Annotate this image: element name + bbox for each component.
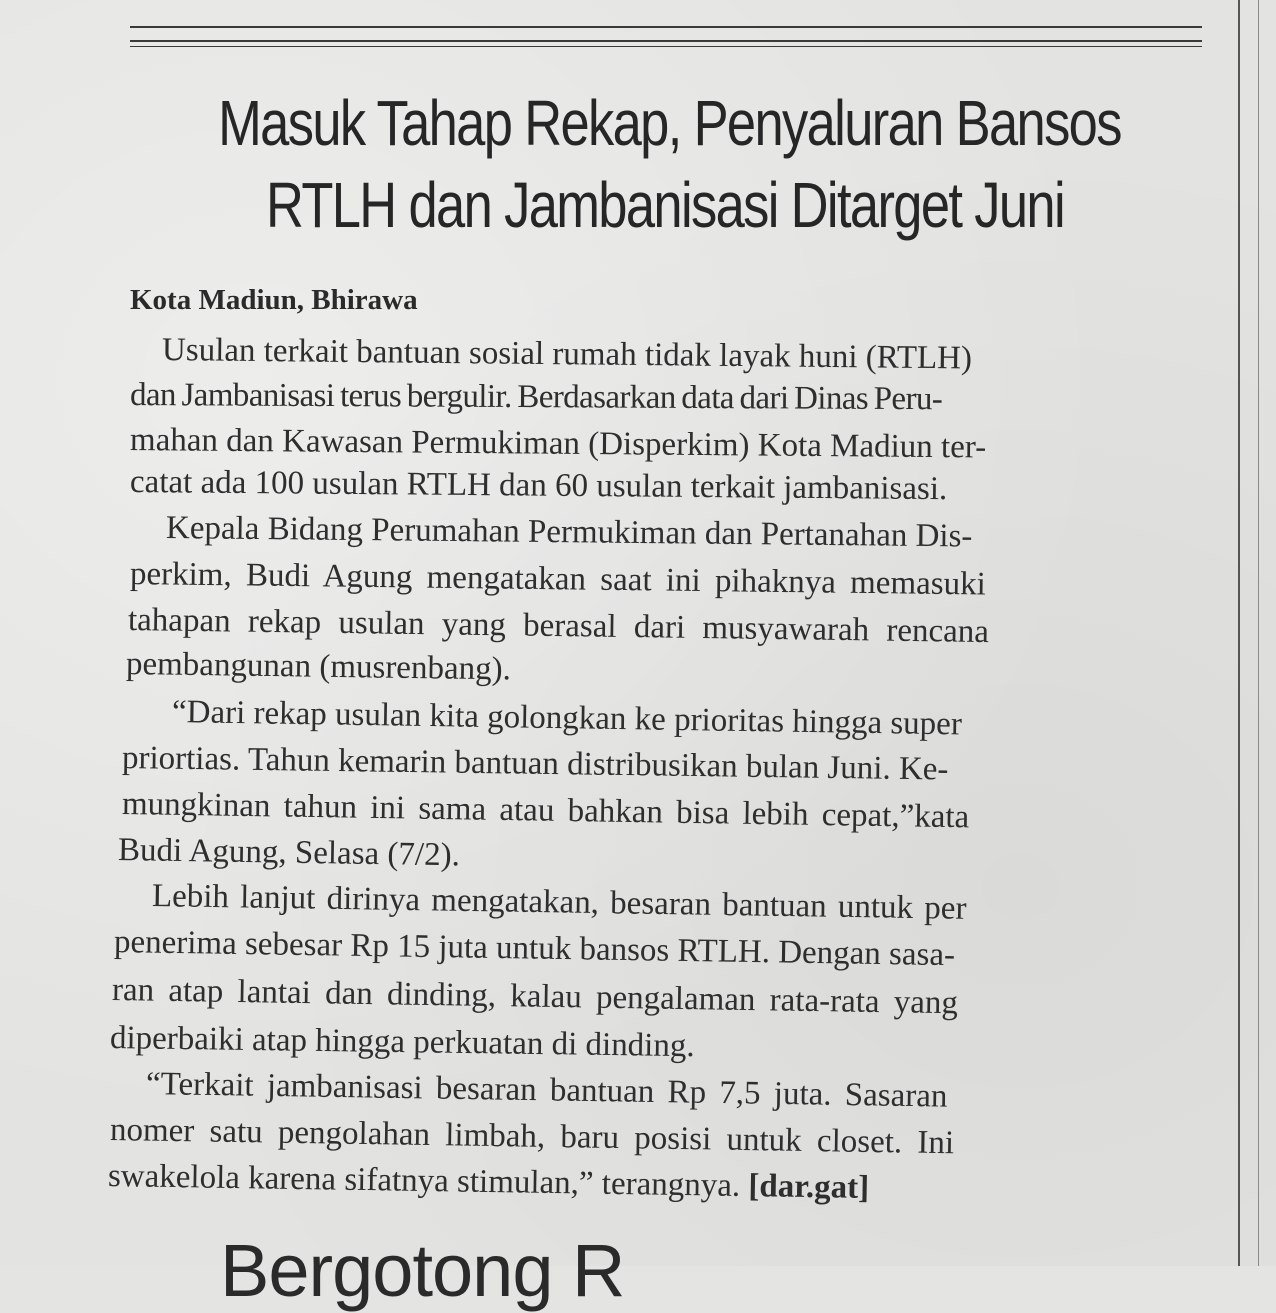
- body-line: nomer satu pengolahan limbah, baru posisi untuk closet. Ini: [109, 1112, 955, 1162]
- top-rule: [130, 40, 1202, 42]
- body-line: catat ada 100 usulan RTLH dan 60 usulan terkait jambanisasi.: [129, 464, 948, 508]
- top-rule: [130, 26, 1202, 28]
- headline-line-1: Masuk Tahap Rekap, Penyaluran Bansos: [218, 87, 1121, 159]
- column-divider: [1258, 0, 1259, 1266]
- body-line: Budi Agung, Selasa (7/2).: [117, 832, 461, 874]
- body-line: diperbaiki atap hingga perkuatan di dinding.: [109, 1020, 695, 1065]
- body-line-text: swakelola karena sifatnya stimulan,” terangnya.: [107, 1158, 741, 1204]
- author-signature: [dar.gat]: [748, 1168, 870, 1206]
- body-line: priortias. Tahun kemarin bantuan distribusikan bulan Juni. Ke-: [121, 740, 949, 788]
- body-line: dan Jambanisasi terus bergulir. Berdasarkan data dari Dinas Peru-: [129, 377, 943, 418]
- body-line: “Terkait jambanisasi besaran bantuan Rp 7,5 juta. Sasaran: [145, 1066, 948, 1115]
- column-divider: [1238, 0, 1240, 1266]
- body-line: ran atap lantai dan dinding, kalau pengalaman rata-rata yang: [111, 972, 959, 1022]
- body-line: “Dari rekap usulan kita golongkan ke prioritas hingga super: [171, 694, 963, 743]
- body-line: mahan dan Kawasan Permukiman (Disperkim) Kota Madiun ter-: [129, 422, 987, 466]
- body-line: [108, 1158, 870, 1206]
- body-line: Usulan terkait bantuan sosial rumah tidak layak huni (RTLH): [161, 332, 973, 377]
- top-rule: [130, 46, 1202, 47]
- body-line: perkim, Budi Agung mengatakan saat ini pihaknya memasuki: [129, 556, 986, 603]
- body-line: Kepala Bidang Perumahan Permukiman dan Pertanahan Dis-: [165, 510, 973, 555]
- body-line: pembangunan (musrenbang).: [125, 646, 512, 688]
- headline-line-2: RTLH dan Jambanisasi Ditarget Juni: [266, 169, 1064, 241]
- body-line: tahapan rekap usulan yang berasal dari musyawarah rencana: [127, 602, 990, 651]
- body-line: Lebih lanjut dirinya mengatakan, besaran bantuan untuk per: [151, 878, 967, 927]
- dateline: Kota Madiun, Bhirawa: [130, 284, 418, 316]
- body-line: mungkinan tahun ini sama atau bahkan bisa lebih cepat,”kata: [121, 786, 970, 836]
- next-article-headline: Bergotong R: [220, 1229, 625, 1312]
- body-line: penerima sebesar Rp 15 juta untuk bansos RTLH. Dengan sasa-: [113, 924, 956, 974]
